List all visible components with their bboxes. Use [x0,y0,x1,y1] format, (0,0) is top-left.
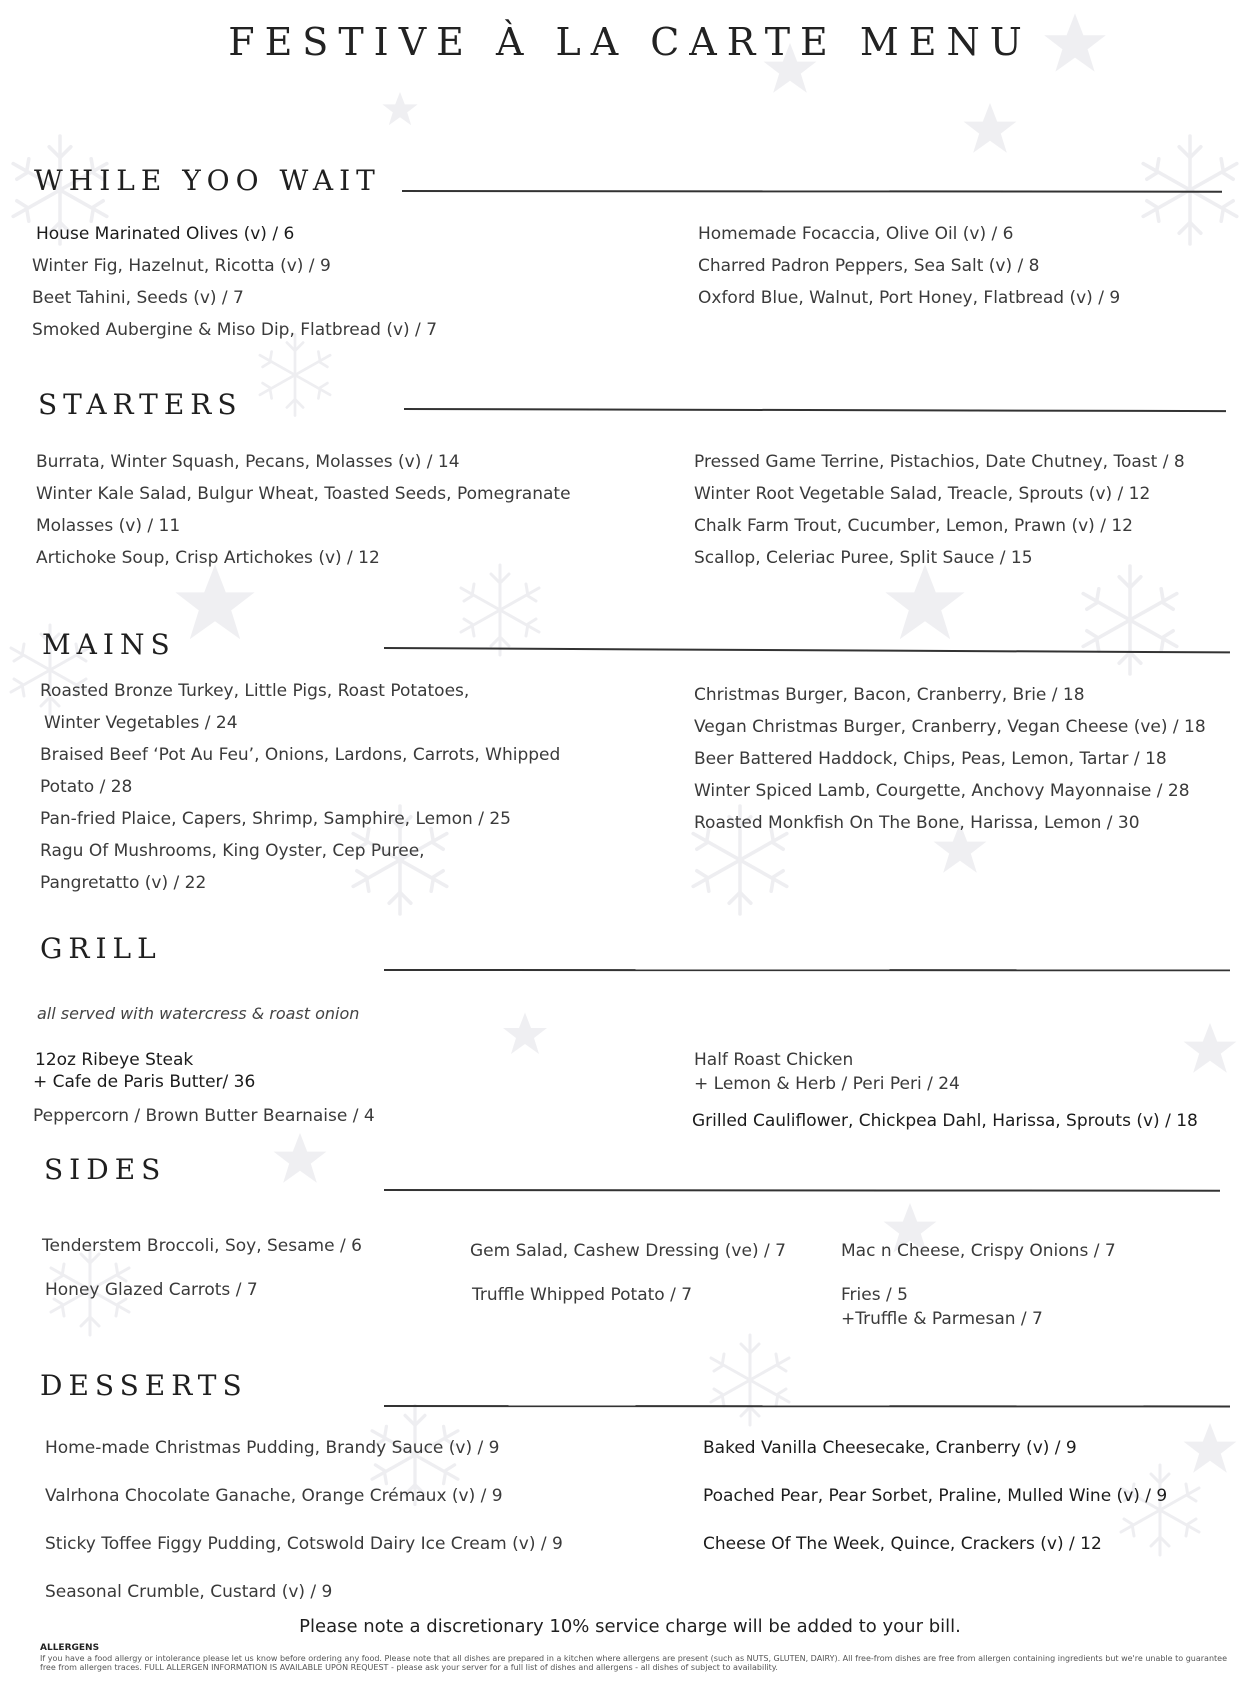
menu-item: + Cafe de Paris Butter/ 36 [33,1072,256,1092]
menu-item: 12oz Ribeye Steak [35,1050,194,1070]
menu-item: Winter Root Vegetable Salad, Treacle, Sprouts (v) / 12 [694,484,1151,504]
section-title-desserts: DESSERTS [40,1369,248,1402]
menu-item: Baked Vanilla Cheesecake, Cranberry (v) / 9 [703,1438,1077,1458]
menu-item: Peppercorn / Brown Butter Bearnaise / 4 [33,1106,375,1126]
menu-item: Beet Tahini, Seeds (v) / 7 [32,288,244,308]
menu-item: Scallop, Celeriac Puree, Split Sauce / 15 [694,548,1033,568]
menu-item: Half Roast Chicken [694,1050,854,1070]
menu-item: Charred Padron Peppers, Sea Salt (v) / 8 [698,256,1040,276]
menu-item: Winter Vegetables / 24 [44,713,238,733]
menu-item: Pan-fried Plaice, Capers, Shrimp, Samphire, Lemon / 25 [40,809,511,829]
menu-item: Oxford Blue, Walnut, Port Honey, Flatbread (v) / 9 [698,288,1121,308]
menu-item: Grilled Cauliflower, Chickpea Dahl, Harissa, Sprouts (v) / 18 [692,1111,1198,1131]
menu-item: Christmas Burger, Bacon, Cranberry, Brie / 18 [694,685,1085,705]
allergens-text: If you have a food allergy or intolerance please let us know before ordering any food. Please note that all dishes are prepared in a kitchen where allergens are present (such as NUTS, GLUTEN, DAIRY). All free-from dishes are free from allergen containing ingredients but we're unable to guarantee free from allergen traces. FULL ALLERGEN INFORMATION IS AVAILABLE UPON REQUEST - please ask your server for a full list of dishes and allergens - all dishes of subject to availability. [40,1654,1228,1672]
menu-item: Home-made Christmas Pudding, Brandy Sauce (v) / 9 [45,1438,500,1458]
service-charge-note: Please note a discretionary 10% service charge will be added to your bill. [299,1616,961,1637]
menu-item: Pressed Game Terrine, Pistachios, Date Chutney, Toast / 8 [694,452,1185,472]
menu-item: Winter Fig, Hazelnut, Ricotta (v) / 9 [32,256,331,276]
menu-item: Ragu Of Mushrooms, King Oyster, Cep Puree, [40,841,425,861]
menu-item: Braised Beef ‘Pot Au Feu’, Onions, Lardons, Carrots, Whipped [40,745,561,765]
menu-title: FESTIVE À LA CARTE MENU [228,20,1032,64]
menu-item: Molasses (v) / 11 [36,516,181,536]
menu-item: Potato / 28 [40,777,133,797]
allergens-heading: ALLERGENS [40,1643,100,1653]
section-divider [384,969,1230,971]
menu-item: Winter Spiced Lamb, Courgette, Anchovy Mayonnaise / 28 [694,781,1190,801]
grill-note: all served with watercress & roast onion [37,1004,360,1023]
menu-item: Vegan Christmas Burger, Cranberry, Vegan Cheese (ve) / 18 [694,717,1206,737]
section-title-while-you-wait: WHILE YOO WAIT [34,164,381,197]
menu-item: Sticky Toffee Figgy Pudding, Cotswold Dairy Ice Cream (v) / 9 [45,1534,563,1554]
menu-item: Pangretatto (v) / 22 [40,873,207,893]
section-divider [384,1189,1220,1191]
menu-item: Roasted Monkfish On The Bone, Harissa, Lemon / 30 [694,813,1140,833]
menu-item: Gem Salad, Cashew Dressing (ve) / 7 [470,1241,786,1261]
menu-item: Honey Glazed Carrots / 7 [45,1280,258,1300]
menu-item: Cheese Of The Week, Quince, Crackers (v) / 12 [703,1534,1102,1554]
menu-item: Truffle Whipped Potato / 7 [472,1285,693,1305]
menu-item: Burrata, Winter Squash, Pecans, Molasses (v) / 14 [36,452,460,472]
section-divider [384,1405,1230,1407]
menu-item: Artichoke Soup, Crisp Artichokes (v) / 12 [36,548,380,568]
menu-item: Winter Kale Salad, Bulgur Wheat, Toasted Seeds, Pomegranate [36,484,571,504]
menu-item: Mac n Cheese, Crispy Onions / 7 [841,1241,1116,1261]
menu-item: Poached Pear, Pear Sorbet, Praline, Mulled Wine (v) / 9 [703,1486,1168,1506]
menu-item: Beer Battered Haddock, Chips, Peas, Lemon, Tartar / 18 [694,749,1167,769]
menu-item: + Lemon & Herb / Peri Peri / 24 [694,1074,960,1094]
section-divider [402,190,1222,192]
section-title-grill: GRILL [40,932,162,965]
section-divider [404,408,1226,412]
menu-item: Valrhona Chocolate Ganache, Orange Crémaux (v) / 9 [45,1486,503,1506]
section-title-sides: SIDES [44,1153,167,1186]
menu-item: Fries / 5 [841,1285,908,1305]
menu-item: Homemade Focaccia, Olive Oil (v) / 6 [698,224,1014,244]
menu-item: Chalk Farm Trout, Cucumber, Lemon, Prawn (v) / 12 [694,516,1133,536]
menu-item: Smoked Aubergine & Miso Dip, Flatbread (v) / 7 [32,320,438,340]
menu-item: Tenderstem Broccoli, Soy, Sesame / 6 [42,1236,362,1256]
menu-item: Roasted Bronze Turkey, Little Pigs, Roast Potatoes, [40,681,470,701]
section-divider [384,647,1230,653]
menu-item: House Marinated Olives (v) / 6 [36,224,295,244]
section-title-starters: STARTERS [38,388,243,421]
section-title-mains: MAINS [42,628,176,661]
menu-item: Seasonal Crumble, Custard (v) / 9 [45,1582,333,1602]
menu-item: +Truffle & Parmesan / 7 [841,1309,1043,1329]
